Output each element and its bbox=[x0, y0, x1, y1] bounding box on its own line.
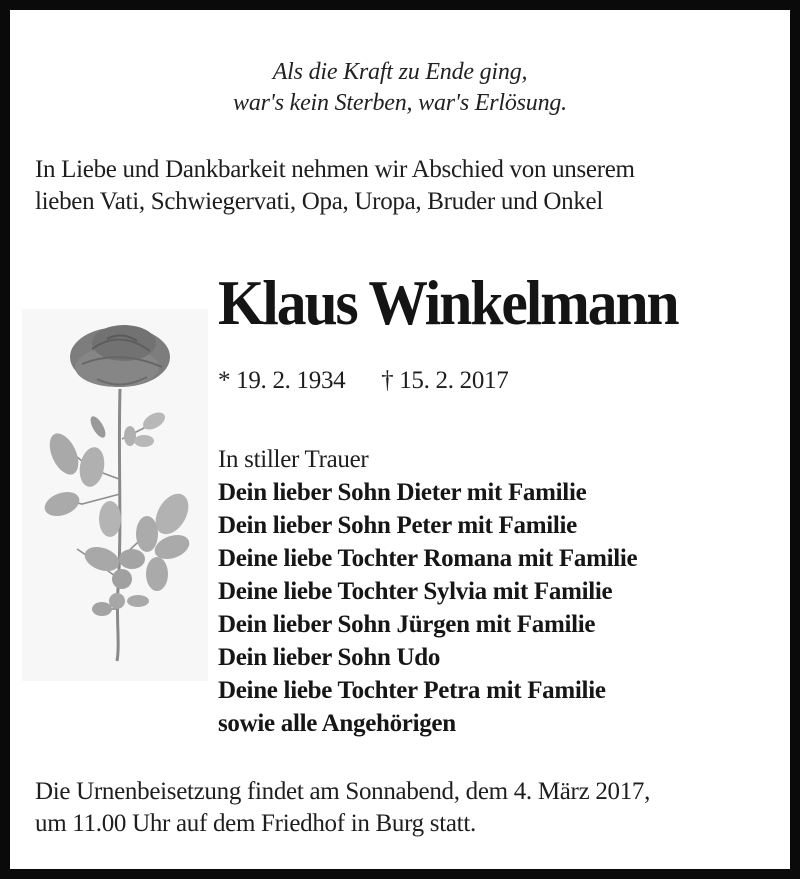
motto-line: war's kein Sterben, war's Erlösung. bbox=[233, 90, 567, 116]
mourner-row: Dein lieber Sohn Peter mit Familie bbox=[218, 512, 577, 539]
mourners-list bbox=[218, 443, 637, 740]
mourner-row: Dein lieber Sohn Jürgen mit Familie bbox=[218, 611, 596, 638]
rose-image bbox=[22, 309, 208, 681]
mourning-lead: In stiller Trauer bbox=[218, 446, 369, 473]
motto-line: Als die Kraft zu Ende ging, bbox=[272, 59, 528, 85]
burial-line: um 11.00 Uhr auf dem Friedhof in Burg statt. bbox=[35, 810, 476, 837]
mourner-row: Deine liebe Tochter Petra mit Familie bbox=[218, 677, 606, 704]
mourner-row: Dein lieber Sohn Udo bbox=[218, 644, 441, 671]
rose-icon bbox=[22, 309, 208, 681]
mourner-row: Dein lieber Sohn Dieter mit Familie bbox=[218, 479, 587, 506]
mourner-row: Deine liebe Tochter Sylvia mit Familie bbox=[218, 578, 613, 605]
death-date: † 15. 2. 2017 bbox=[381, 367, 509, 394]
intro-line: In Liebe und Dankbarkeit nehmen wir Abschied von unserem bbox=[35, 156, 635, 183]
birth-date: * 19. 2. 1934 bbox=[218, 367, 346, 394]
mourner-row: Deine liebe Tochter Romana mit Familie bbox=[218, 545, 638, 572]
intro-line: lieben Vati, Schwiegervati, Opa, Uropa, Bruder und Onkel bbox=[35, 188, 604, 215]
life-dates bbox=[218, 365, 508, 397]
mourner-row: sowie alle Angehörigen bbox=[218, 710, 456, 737]
deceased-name: Klaus Winkelmann bbox=[218, 267, 678, 338]
burial-info bbox=[35, 776, 780, 840]
burial-line: Die Urnenbeisetzung findet am Sonnabend, dem 4. März 2017, bbox=[35, 778, 651, 805]
intro-text bbox=[35, 154, 780, 218]
motto-verse bbox=[10, 57, 790, 119]
obituary-notice bbox=[10, 10, 790, 869]
